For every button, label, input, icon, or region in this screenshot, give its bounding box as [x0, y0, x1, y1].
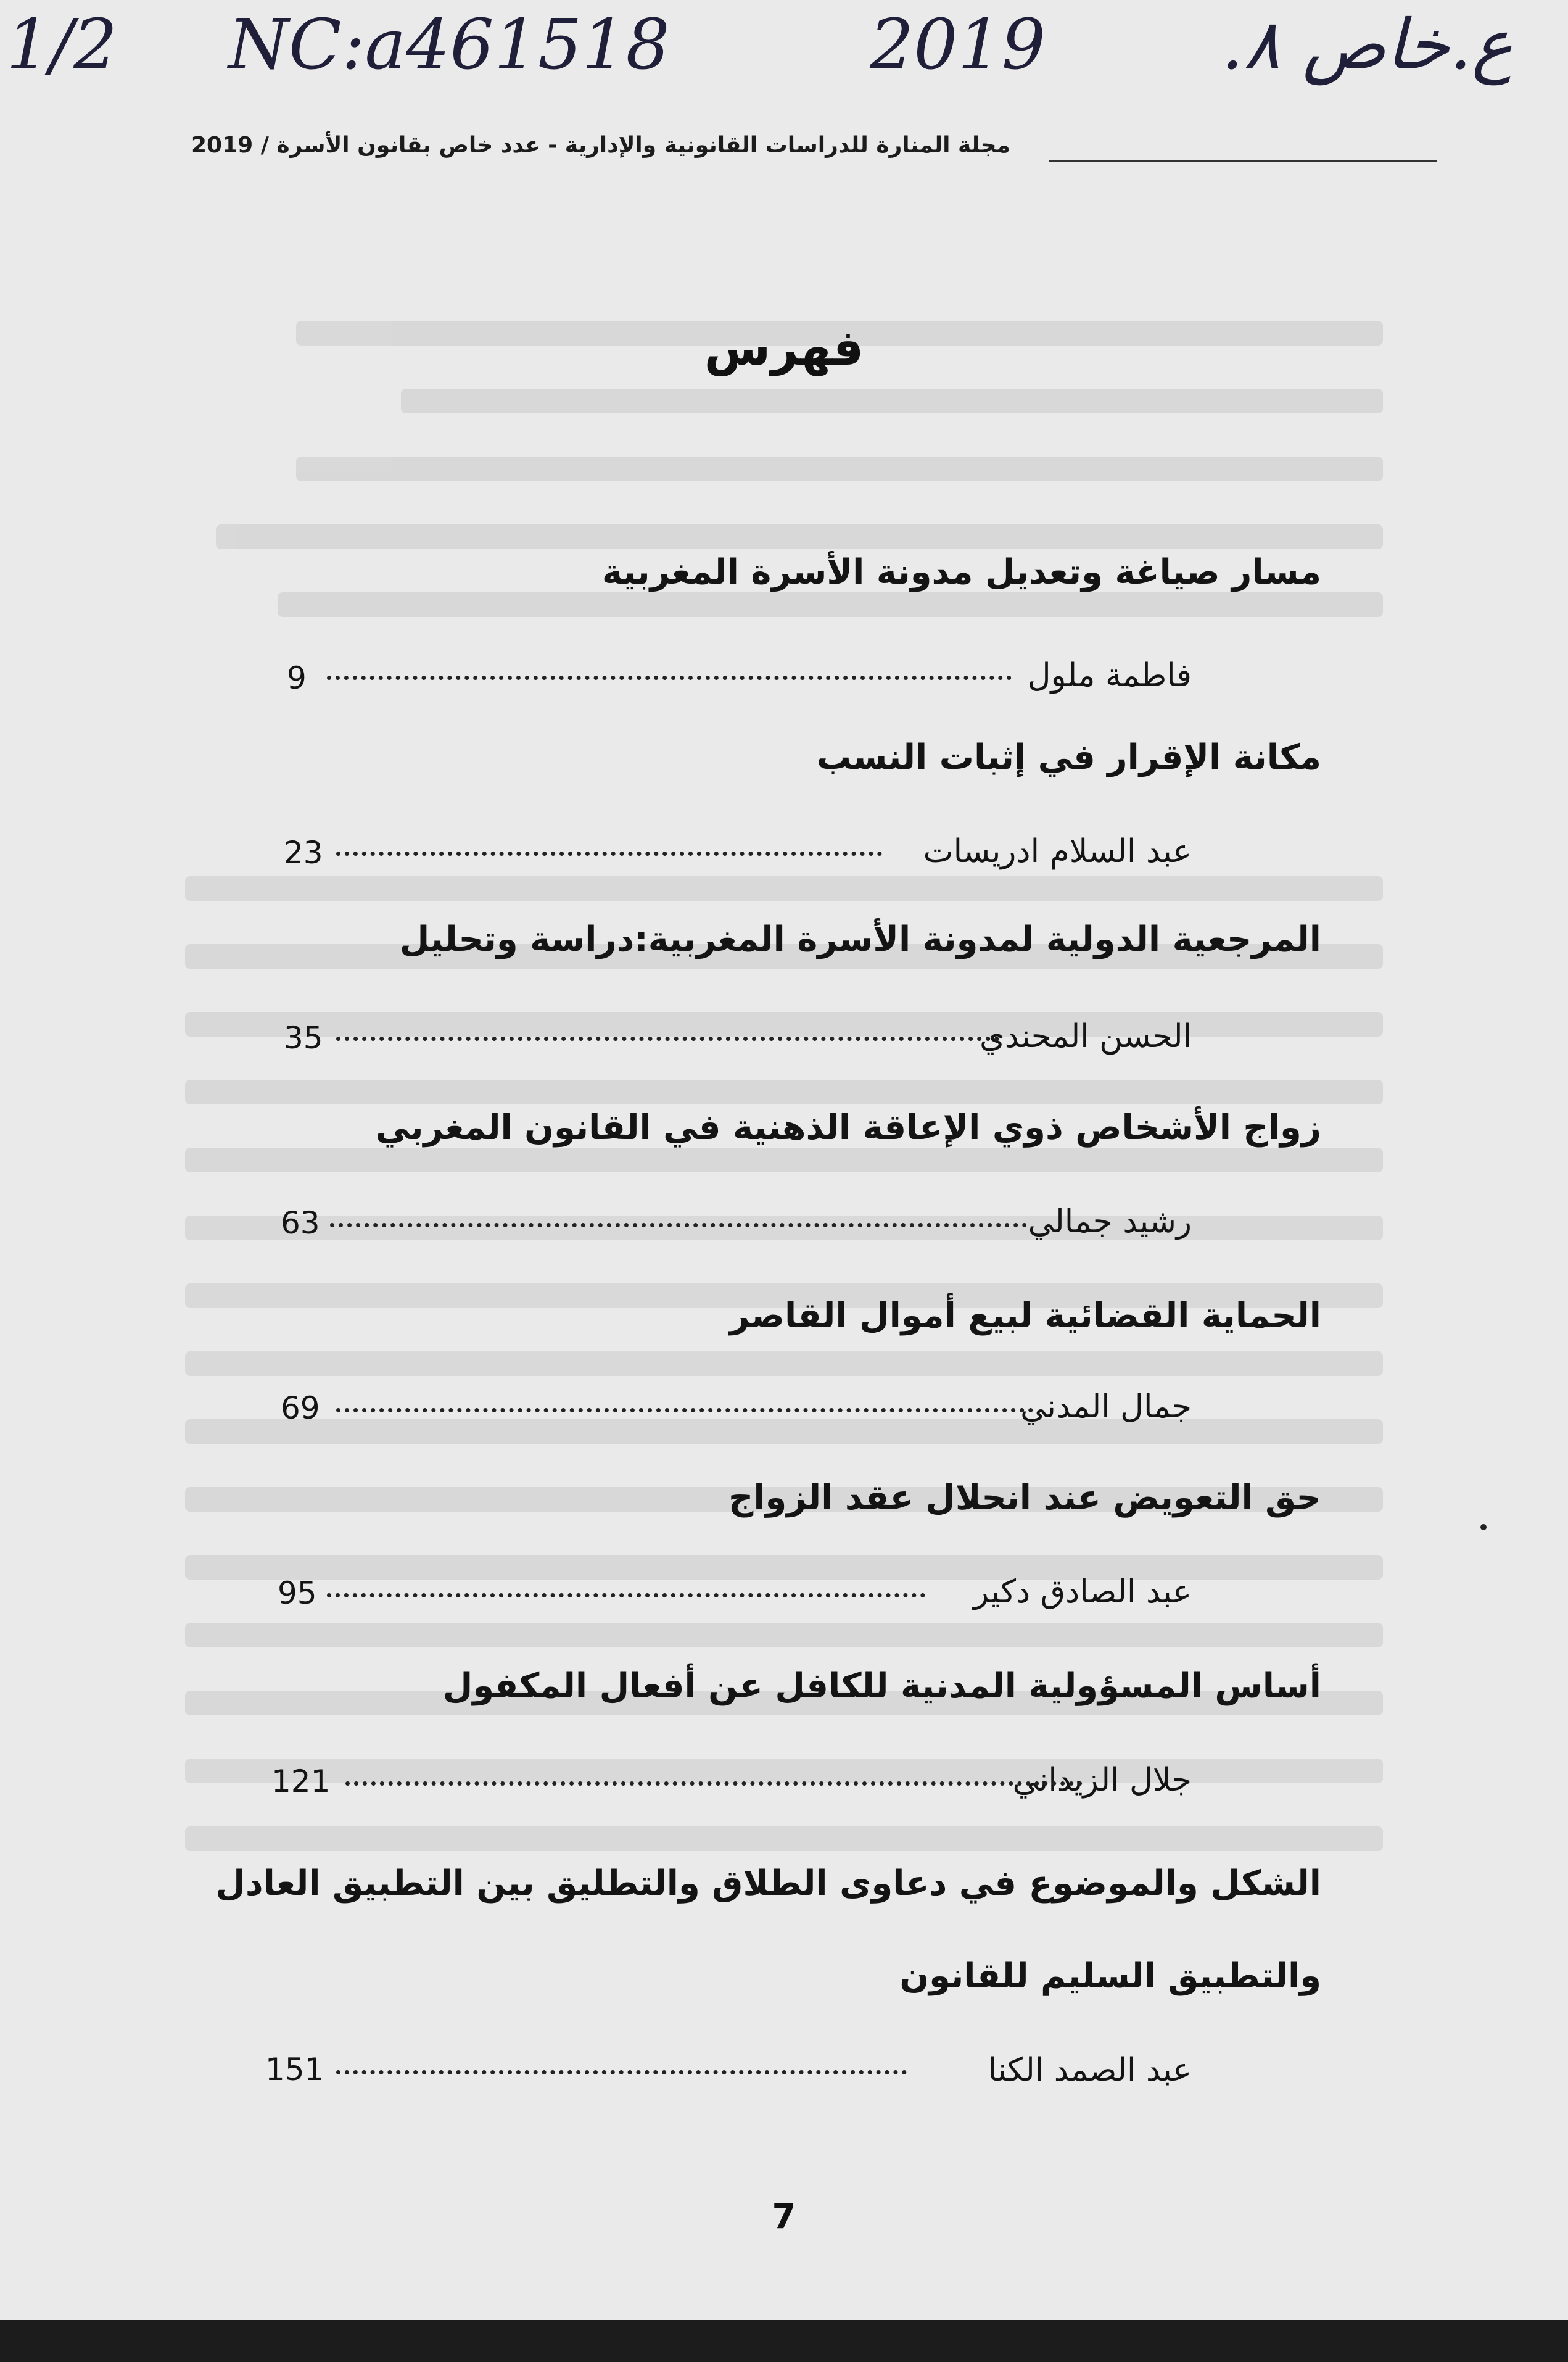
- toc-entry-page: 23: [284, 835, 323, 871]
- handwritten-shelf-mark: ع.خاص ٨.: [1221, 5, 1513, 85]
- bleed-through-body: [0, 876, 1568, 1894]
- leader-dots: [330, 1217, 1027, 1227]
- running-header: [191, 133, 1431, 158]
- ink-speck: [1480, 1524, 1487, 1530]
- journal-header: مجلة المنارة للدراسات القانونية والإدارية - عدد خاص بقانون الأسرة / 2019: [191, 133, 1010, 158]
- handwritten-call-number: NC:a461518: [228, 5, 670, 85]
- toc-entry-author: عبد السلام ادريسات: [923, 833, 1192, 870]
- handwritten-year: 2019: [870, 5, 1046, 85]
- page-number: 7: [772, 2197, 796, 2237]
- toc-entry-page: 35: [284, 1020, 323, 1056]
- toc-entry-title: أساس المسؤولية المدنية للكافل عن أفعال المكفول: [442, 1666, 1321, 1706]
- toc-entry-page: 121: [271, 1763, 331, 1799]
- page-title: فهرس: [704, 321, 864, 376]
- leader-dots: [336, 845, 882, 856]
- handwritten-volume: 1/2: [6, 5, 118, 85]
- toc-entry-title: الشكل والموضوع في دعاوى الطلاق والتطليق بين التطبيق العادل: [215, 1863, 1321, 1904]
- header-rule: [1049, 160, 1437, 162]
- toc-entry-page: 63: [281, 1205, 320, 1241]
- toc-entry-author: جمال المدني: [1020, 1388, 1192, 1425]
- toc-entry-author: رشيد جمالي: [1028, 1203, 1192, 1240]
- toc-entry-page: 95: [278, 1575, 317, 1611]
- toc-entry-title: حق التعويض عند انحلال عقد الزواج: [728, 1478, 1321, 1518]
- leader-dots: [336, 2064, 907, 2074]
- toc-entry-title: المرجعية الدولية لمدونة الأسرة المغربية:دراسة وتحليل: [399, 919, 1321, 959]
- toc-entry-author: عبد الصادق دكير: [973, 1573, 1192, 1610]
- leader-dots: [336, 1030, 999, 1041]
- toc-entry-author: جلال الزيداني: [1012, 1762, 1192, 1799]
- toc-entry-author: عبد الصمد الكنا: [988, 2052, 1192, 2089]
- leader-dots: [345, 1775, 1083, 1786]
- leader-dots: [327, 1587, 925, 1597]
- toc-entry-title: مسار صياغة وتعديل مدونة الأسرة المغربية: [601, 552, 1321, 592]
- leader-dots: [336, 1402, 1033, 1412]
- toc-entry-title: الحماية القضائية لبيع أموال القاصر: [730, 1296, 1321, 1336]
- leader-dots: [327, 669, 1012, 680]
- toc-entry-title: مكانة الإقرار في إثبات النسب: [816, 737, 1321, 777]
- toc-entry-author: فاطمة ملول: [1027, 657, 1192, 694]
- toc-entry-title-continued: والتطبيق السليم للقانون: [899, 1956, 1321, 1996]
- toc-entry-title: زواج الأشخاص ذوي الإعاقة الذهنية في القانون المغربي: [375, 1108, 1321, 1148]
- toc-entry-page: 69: [281, 1390, 320, 1426]
- toc-entry-author: الحسن المحندي: [980, 1018, 1192, 1055]
- toc-entry-page: 151: [265, 2052, 324, 2087]
- toc-entry-page: 9: [287, 660, 307, 696]
